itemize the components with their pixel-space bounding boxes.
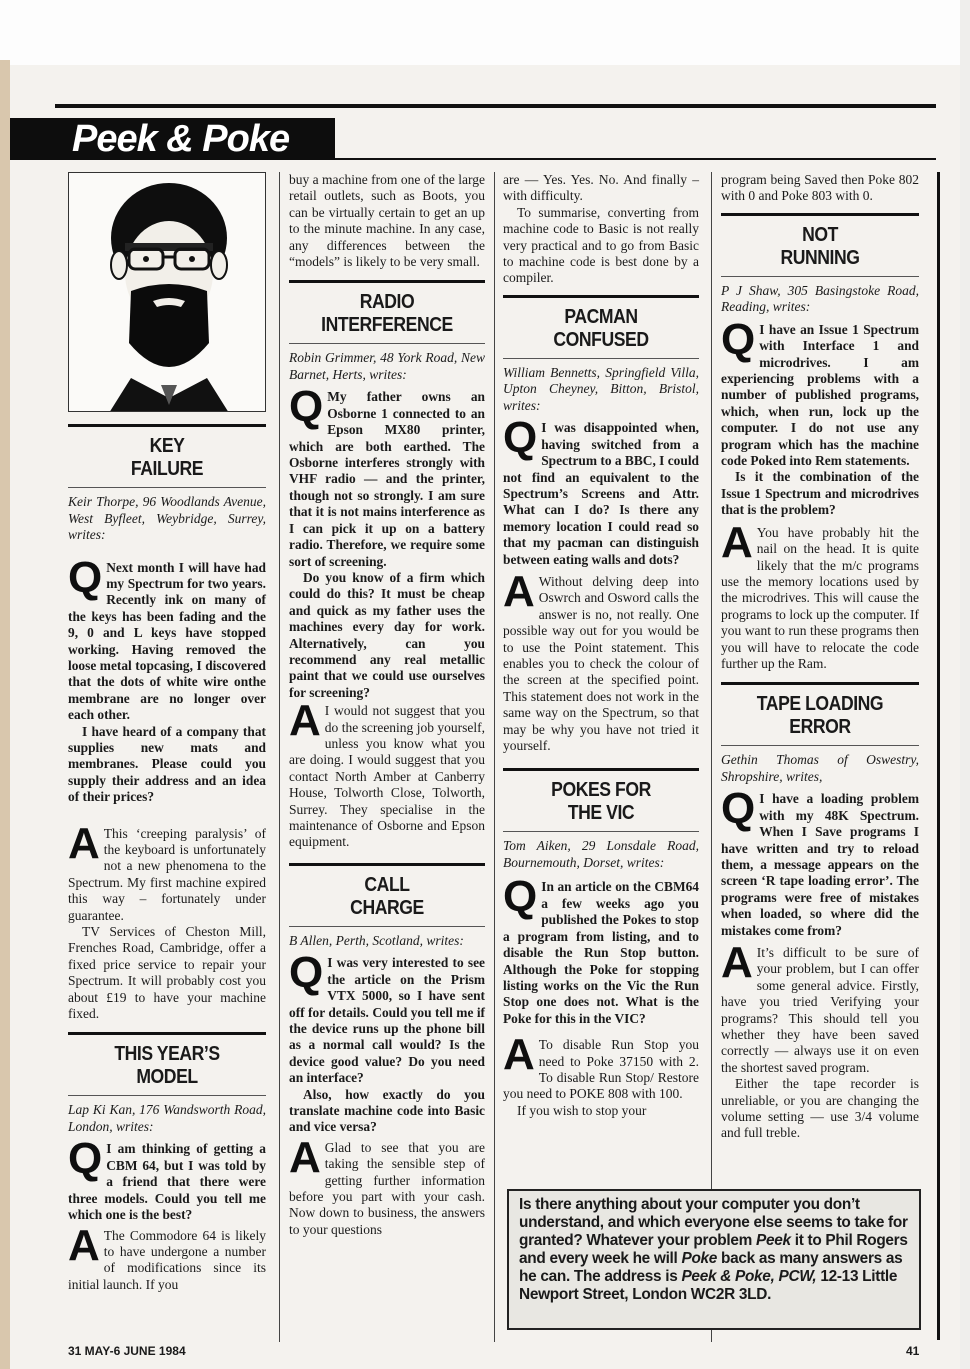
answer-para: Either the tape recorder is unreliable, or you are changing the volume setting — use 3/4 volume and full treble. <box>721 1076 919 1141</box>
heading-this-years-model <box>80 1043 254 1089</box>
heading-pokes-for-the-vic <box>515 779 687 825</box>
section-rule <box>503 768 699 771</box>
answer-text <box>503 1030 699 1103</box>
byline: Keir Thorpe, 96 Woodlands Avenue, West Byfleet, Weybridge, Surrey, writes: <box>68 494 266 542</box>
heading-key-failure <box>80 435 254 481</box>
heading-line: FAILURE <box>130 458 204 480</box>
heading-line: PACMAN <box>564 305 638 328</box>
byline: William Bennetts, Springfield Villa, Upton Cheyney, Bitton, Bristol, writes: <box>503 364 699 413</box>
heading-line: INTERFERENCE <box>321 314 453 337</box>
drop-cap-q: Q <box>68 1134 103 1184</box>
heading-line: ERROR <box>789 716 851 739</box>
page-top-margin <box>0 0 970 65</box>
byline: Robin Grimmer, 48 York Road, New Barnet, Herts, writes: <box>289 350 485 382</box>
issue-date: 31 MAY-6 JUNE 1984 <box>68 1344 186 1358</box>
boxout-text: back as many answers as he can. The address is <box>519 1250 903 1285</box>
column-4 <box>721 172 919 1142</box>
answer-para: The Commodore 64 is likely to have undergone a number of modifications since its initial launch. If you <box>68 1227 266 1292</box>
heading-line: CONFUSED <box>553 328 649 351</box>
question-para: Next month I will have had my Spectrum for two years. Recently ink on many of the keys has been fading and the 9, 0 and L keys have stopped working. Having removed the loose metal topcasing, I discovered that the dots of white wire onthe membrane are no longer over each other. <box>68 559 266 723</box>
question-text <box>68 552 266 724</box>
continued-text: To summarise, converting from machine code to Basic is not really very practical and to go from Basic to machine code is best done by a compiler. <box>503 204 699 286</box>
question-para: I have an Issue 1 Spectrum with Interface 1 and microdrives. I am experiencing problems with a number of published programs, which, when run, lock up the computer. I do not use any program which has the machine code Poked into Rem statements. <box>721 321 919 469</box>
drop-cap-q: Q <box>289 948 324 998</box>
heading-line: TAPE LOADING <box>756 693 884 716</box>
masthead-rule <box>335 158 936 160</box>
heading-line: THIS YEAR’S <box>114 1043 220 1066</box>
section-rule <box>289 280 485 283</box>
drop-cap-a: A <box>721 517 753 567</box>
answer-para: To disable Run Stop you need to Poke 37150 with 2. To disable Run Stop/ Restore you need to POKE 808 with 100. <box>503 1037 699 1102</box>
question-text <box>503 413 699 568</box>
byline: P J Shaw, 305 Basingstoke Road, Reading, writes: <box>721 282 919 315</box>
section-masthead: Peek & Poke <box>10 118 335 160</box>
question-text <box>503 872 699 1027</box>
answer-para: I would not suggest that you do the screening job yourself, unless you know what you are doing. I would suggest that you contact North Amber at Canberry House, Tolworth Close, Tolworth, Surrey. They specialise in the maintenance of Osborne and Epson equipment. <box>289 703 485 850</box>
drop-cap-q: Q <box>289 382 324 432</box>
answer-text <box>289 1132 485 1238</box>
byline: Tom Aiken, 29 Lonsdale Road, Bournemouth, Dorset, writes: <box>503 838 699 870</box>
heading-line: NOT <box>802 223 838 246</box>
byline: Lap Ki Kan, 176 Wandsworth Road, London, writes: <box>68 1102 266 1134</box>
column-2 <box>289 172 485 1238</box>
heading-line: KEY <box>149 435 185 457</box>
boxout-address: 12-13 Little Newport Street, London WC2R 3LD. <box>519 1268 898 1303</box>
heading-line: THE VIC <box>567 802 635 825</box>
section-rule-thin <box>503 831 699 832</box>
drop-cap-a: A <box>68 818 100 868</box>
question-para: I was very interested to see the article on the Prism VTX 5000, so I have sent off for details. Could you tell me if the device runs up the phone bill as a normal call would? Is the device good value? Do you need an interface? <box>289 955 485 1086</box>
column-divider <box>711 172 712 1342</box>
section-rule-thin <box>68 487 266 488</box>
answer-text <box>68 1220 266 1294</box>
question-para: My father owns an Osborne 1 connected to an Epson MX80 printer, which are both earthed. The Osborne interferes strongly with VHF radio — and the printer, though not so strongly. I am sure that it is not mains interference as I can pick it up on a battery radio. Therefore, we require some sort of screening. <box>289 389 485 569</box>
drop-cap-a: A <box>68 1220 100 1270</box>
answer-para: If you wish to stop your <box>517 1102 647 1118</box>
heading-line: MODEL <box>136 1066 198 1089</box>
heading-radio-interference <box>301 291 473 337</box>
question-text <box>68 1134 266 1223</box>
drop-cap-a: A <box>721 938 753 987</box>
question-text <box>289 382 485 569</box>
question-para: I am thinking of getting a CBM 64, but I was told by a friend that there were three models. Could you tell me which one is the best? <box>68 1141 266 1223</box>
question-text <box>289 948 485 1086</box>
drop-cap-a: A <box>289 1132 321 1182</box>
answer-para: Without delving deep into Oswrch and Osword calls the answer is no, not really. One possible way out for you would be to use the Point statement. This enables you to check the colour of the screen at the specified point. This statement does not work in the same way on the Spectrum, so that may be why you have not tried it yourself. <box>503 574 699 754</box>
page-edge-left <box>0 60 10 1369</box>
section-rule-thin <box>721 276 919 277</box>
boxout-text: Is there anything about your computer you don’t understand, and which everyone else seems to take for granted? Whatever your problem <box>519 1196 908 1249</box>
question-para: I have heard of a company that supplies new mats and membranes. Please could you supply their address and an idea of their prices? <box>68 723 266 805</box>
top-rule <box>55 104 936 108</box>
section-rule <box>721 213 919 216</box>
column-1 <box>68 172 266 1293</box>
page-edge-right <box>960 0 970 1369</box>
right-frame-rule <box>937 172 940 1340</box>
section-rule-thin <box>289 926 485 927</box>
question-para: In an article on the CBM64 a few weeks ago you published the Pokes to stop a program from listing, and to disable the Run Stop button. Although the Poke for stopping listing works on the Vic the Run Stop one does not. What is the Poke for this in the VIC? <box>503 879 699 1026</box>
continued-text: buy a machine from one of the large retail outlets, such as Boots, you can be virtually certain to get an up to the minute machine. In any case, any differences between the “models” is likely to be very small. <box>289 172 485 270</box>
column-divider <box>279 172 280 1342</box>
question-para: Do you know of a firm which could do this? It must be cheap and quick as my father uses the machines every day for work. Alternatively, can you recommend any real metallic paint that we could use ourselves for screening? <box>289 569 485 700</box>
section-rule <box>289 863 485 866</box>
heading-line: RUNNING <box>780 246 860 269</box>
section-rule <box>503 295 699 298</box>
answer-para: This ‘creeping paralysis’ of the keyboard is unfortunately not a new phenomena to the Spectrum. My first machine expired this way – fortunately under guarantee. <box>68 825 266 923</box>
question-text <box>721 314 919 470</box>
page-number: 41 <box>906 1344 920 1358</box>
continued-text: program being Saved then Poke 802 with 0 and Poke 803 with 0. <box>721 172 919 204</box>
contact-boxout <box>507 1189 921 1330</box>
answer-para: Glad to see that you are taking the sensible step of getting further information before you part with your cash. Now down to business, the answers to your questions <box>289 1139 485 1237</box>
heading-line: CALL <box>364 873 410 896</box>
byline: Gethin Thomas of Oswestry, Shropshire, writes, <box>721 752 919 784</box>
question-para: Also, how exactly do you translate machine code into Basic and vice versa? <box>289 1086 485 1135</box>
section-rule <box>68 1032 266 1035</box>
drop-cap-q: Q <box>721 314 756 364</box>
answer-para: It’s difficult to be sure of your problem, but I can offer some general advice. Firstly, have you tried Verifying your programs? This should tell you whether they have been saved correctly — always use it on even the shortest saved program. <box>721 945 919 1075</box>
question-para: Is it the combination of the Issue 1 Spectrum and microdrives that is the problem? <box>721 469 919 518</box>
answer-text <box>721 938 919 1076</box>
answer-text <box>721 517 919 673</box>
drop-cap-q: Q <box>503 413 538 463</box>
drop-cap-q: Q <box>503 872 538 922</box>
question-para: I have a loading problem with my 48K Spectrum. When I Save programs I have written and try to reload them, a message appears on the screen ‘R tape loading error’. The programs were free of mistakes when loaded, so where did the mistakes come from? <box>721 791 919 938</box>
boxout-text-italic: Peek <box>756 1232 791 1249</box>
answer-para: TV Services of Cheston Mill, Frenches Road, Cambridge, offer a fixed price service to repair your Spectrum. It will probably cost you about £19 to have your machine fixed. <box>68 924 266 1022</box>
section-rule-thin <box>721 745 919 746</box>
boxout-text-italic: Poke <box>681 1250 718 1267</box>
section-rule-thin <box>68 1095 266 1096</box>
column-3 <box>503 172 699 1119</box>
section-rule-thin <box>289 343 485 344</box>
portrait-illustration <box>69 173 266 412</box>
drop-cap-a: A <box>503 567 535 616</box>
heading-line: POKES FOR <box>551 779 651 802</box>
columnist-portrait <box>68 172 266 412</box>
boxout-text: it to Phil Rogers and every week he will <box>519 1232 908 1267</box>
byline: B Allen, Perth, Scotland, writes: <box>289 932 464 948</box>
drop-cap-q: Q <box>68 552 103 602</box>
answer-text <box>289 696 485 851</box>
section-rule <box>721 682 919 685</box>
question-para: I was disappointed when, having switched from a Spectrum to a BBC, I could not find an equivalent to the Spectrum’s Screens and Attr. What can I do? Is there any memory location I could read so that my pacman can distinguish between eating walls and dots? <box>503 420 699 567</box>
column-divider <box>494 172 495 1342</box>
question-text <box>721 784 919 939</box>
boxout-address-name: Peek & Poke, PCW, <box>681 1268 817 1285</box>
answer-text <box>503 567 699 754</box>
heading-line: RADIO <box>359 291 415 314</box>
drop-cap-q: Q <box>721 784 756 834</box>
continued-text: are — Yes. Yes. No. And finally – with difficulty. <box>503 172 699 204</box>
section-rule <box>68 424 266 427</box>
heading-tape-loading-error <box>733 693 907 739</box>
heading-pacman-confused <box>515 306 687 352</box>
answer-text <box>68 818 266 924</box>
heading-not-running <box>733 224 907 270</box>
heading-line: CHARGE <box>350 896 424 919</box>
drop-cap-a: A <box>289 696 321 746</box>
answer-para: You have probably hit the nail on the head. It is quite likely that the m/c programs use the memory locations used by the microdrives. This will cause the programs to lock up the computer. If you want to run these programs then you will have to relocate the code further up the Ram. <box>721 524 919 671</box>
heading-call-charge <box>301 874 473 920</box>
drop-cap-a: A <box>503 1030 535 1080</box>
section-rule-thin <box>503 358 699 359</box>
